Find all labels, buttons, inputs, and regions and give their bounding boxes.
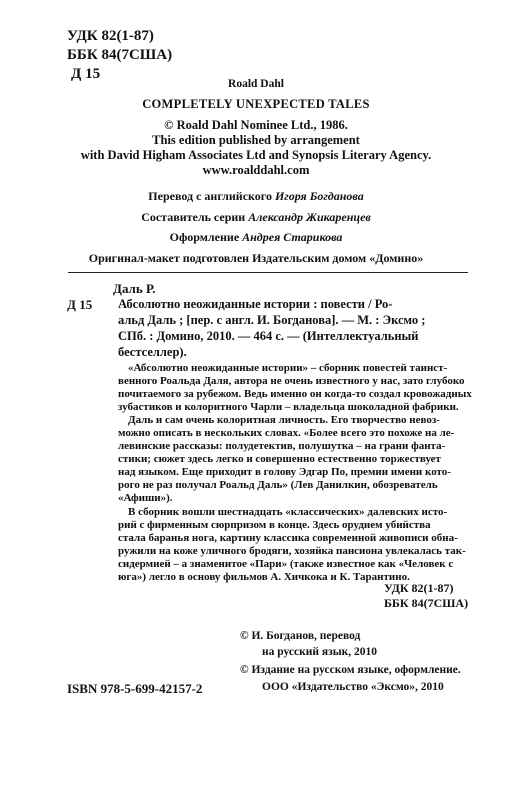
annotation-line: над языком. Еще приходит в голову Эдгар По, премии имени кото- — [118, 466, 451, 478]
udk-code: УДК 82(1-87) — [67, 28, 154, 44]
publisher-copyright: © Издание на русском языке, оформление. — [240, 664, 461, 676]
annotation-line: рий с фирменным сюрпризом в конце. Здесь орудием убийства — [118, 519, 431, 531]
series-label: Составитель серии — [141, 210, 249, 224]
entry-author: Даль Р. — [113, 281, 156, 296]
annotation-line: можно описать в нескольких словах. «Более всего это похоже на ле- — [118, 427, 455, 439]
edition-note-2: with David Higham Associates Ltd and Synopsis Literary Agency. — [80, 148, 432, 162]
classification-codes-bottom — [384, 581, 468, 611]
annotation-line: стала баранья нога, картину классика современной живописи обна- — [118, 532, 458, 544]
bbk-code: ББК 84(7США) — [384, 596, 469, 610]
original-author: Roald Dahl — [228, 78, 284, 90]
cutter-code: Д 15 — [71, 66, 101, 82]
entry-line: альд Даль ; [пер. с англ. И. Богданова]. — М. : Эксмо ; — [118, 313, 426, 327]
annotation-line: венного Роальда Даля, автора не очень известного у нас, зато глубоко — [118, 375, 465, 387]
divider-top — [68, 272, 468, 273]
original-copyright-block — [0, 118, 512, 178]
annotation-line: рого не раз получал Роальд Даль» (Лев Данилкин, обозреватель — [118, 479, 438, 491]
design-name: Андрея Старикова — [242, 230, 343, 244]
annotation-line: зубастиков и колоритного Чарли – владельца шоколадной фабрики. — [118, 401, 459, 413]
entry-code: Д 15 — [67, 297, 93, 312]
annotation-line: юга») легло в основу фильмов А. Хичкока и К. Тарантино. — [118, 571, 410, 583]
translator-copyright-line2: на русский язык, 2010 — [262, 646, 378, 658]
annotation-line: В сборник вошли шестнадцать «классических» далевских исто- — [128, 506, 448, 518]
annotation-line: левинские рассказы: полудетектив, полушутка – на грани фанта- — [118, 440, 446, 452]
annotation-line: «Афиши»). — [118, 492, 173, 504]
annotation-line: ружили на коже уличного бродяги, хозяйка пансиона увлекалась так- — [118, 545, 466, 557]
layout-credit: Оригинал-макет подготовлен Издательским домом «Домино» — [88, 251, 424, 265]
classification-codes-top — [67, 27, 172, 84]
author-website: www.roalddahl.com — [202, 163, 310, 177]
annotation-line: сидермией – а знаменитое «Пари» (также известное как «Человек с — [118, 558, 454, 570]
original-copyright: © Roald Dahl Nominee Ltd., 1986. — [164, 118, 348, 132]
translator-label: Перевод с английского — [148, 189, 275, 203]
series-name: Александр Жикаренцев — [248, 210, 371, 224]
annotation-line: Даль и сам очень колоритная личность. Его творчество невоз- — [128, 414, 440, 426]
udk-code: УДК 82(1-87) — [384, 581, 454, 595]
annotation-line: «Абсолютно неожиданные истории» – сборник повестей таинст- — [128, 362, 448, 374]
original-title: COMPLETELY UNEXPECTED TALES — [142, 97, 370, 111]
annotation-line: стики; сюжет здесь легко и совершенно естественно торжествует — [118, 453, 441, 465]
entry-line: Абсолютно неожиданные истории : повести / Ро- — [118, 297, 393, 311]
translator-credit — [0, 189, 512, 204]
entry-line: СПб. : Домино, 2010. — 464 с. — (Интеллектуальный — [118, 329, 419, 343]
publisher-copyright-line2: ООО «Издательство «Эксмо», 2010 — [262, 681, 444, 693]
design-label: Оформление — [169, 230, 243, 244]
design-credit — [0, 230, 512, 245]
series-credit — [0, 210, 512, 225]
annotation-line: почитаемого за рубежом. Ведь именно он когда-то создал кровожадных — [118, 388, 472, 400]
translator-name: Игоря Богданова — [274, 189, 364, 203]
translator-copyright: © И. Богданов, перевод — [240, 630, 361, 642]
edition-note-1: This edition published by arrangement — [152, 133, 360, 147]
entry-line: бестселлер). — [118, 345, 187, 359]
isbn: ISBN 978-5-699-42157-2 — [67, 681, 203, 696]
bbk-code: ББК 84(7США) — [67, 47, 173, 63]
